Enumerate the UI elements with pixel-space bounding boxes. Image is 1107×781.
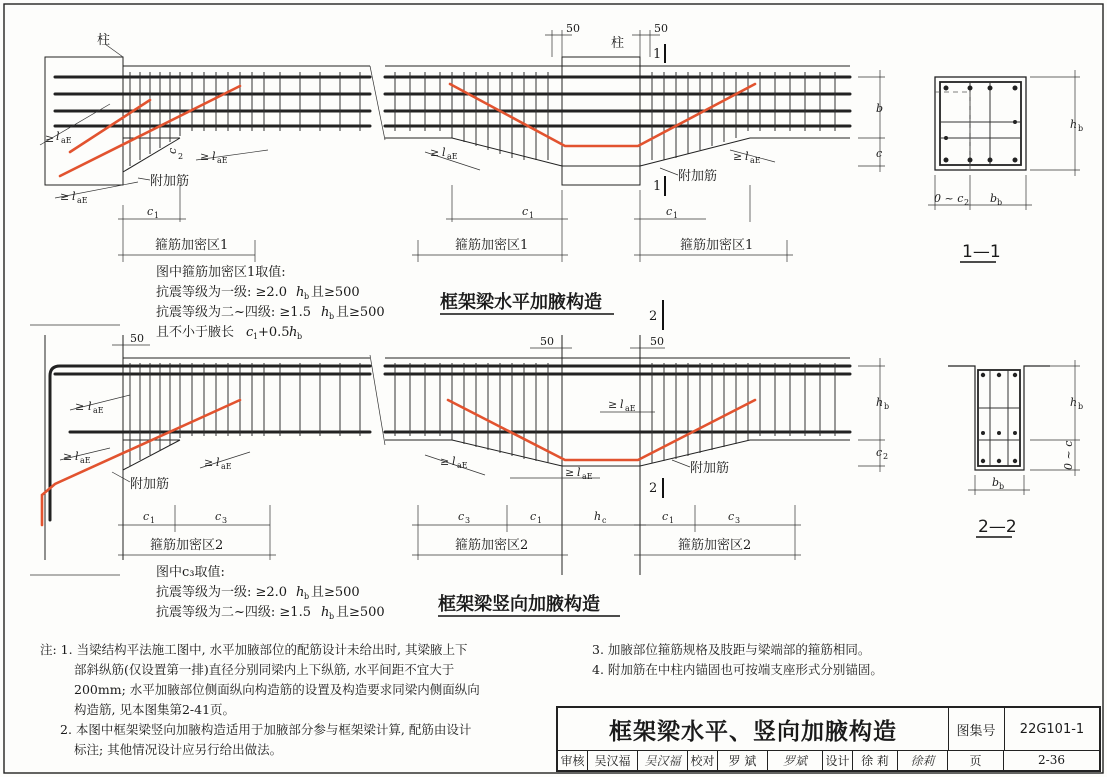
svg-text:b: b [876,102,884,115]
svg-text:50: 50 [540,335,554,348]
svg-text:抗震等级为一级: ≥2.0: 抗震等级为一级: ≥2.0 [156,285,288,300]
svg-text:0 ~ c: 0 ~ c [1062,440,1075,470]
svg-text:抗震等级为一级: ≥2.0: 抗震等级为一级: ≥2.0 [156,585,288,600]
top-legend [156,264,385,341]
svg-text:c: c [143,510,150,523]
added-bar-label-bottom-left: 附加筋 [130,477,170,492]
added-bar-label-bottom-right: 附加筋 [690,461,730,476]
svg-text:l: l [72,190,76,203]
section-mark-2-bottom: 2 [649,481,658,496]
svg-text:0 ~ c: 0 ~ c [934,192,964,205]
note-1-line-1: 注: 1. 当梁结构平法施工图中, 水平加腋部位的配筋设计未给出时, 其梁腋上下 [40,642,468,657]
svg-text:c: c [602,516,607,525]
svg-text:l: l [216,456,220,469]
svg-text:+0.5: +0.5 [258,325,290,340]
svg-text:c: c [458,510,465,523]
svg-text:且不小于腋长: 且不小于腋长 [156,325,235,340]
svg-text:≥: ≥ [75,400,85,413]
signature-row [558,750,1099,770]
svg-text:h: h [321,305,330,320]
horizontal-haunch-title: 框架梁水平加腋构造 [440,292,602,313]
svg-text:c: c [215,510,222,523]
svg-text:且≥500: 且≥500 [311,585,360,600]
svg-text:b: b [304,292,310,301]
svg-text:aE: aE [80,456,91,465]
column-label-middle: 柱 [611,36,625,51]
svg-text:l: l [75,450,79,463]
svg-text:2: 2 [964,198,970,207]
svg-text:抗震等级为二~四级: ≥1.5: 抗震等级为二~四级: ≥1.5 [156,605,311,620]
section-mark-1-bottom: 1 [653,179,662,194]
section-2-2 [948,360,1083,537]
svg-text:b: b [1078,402,1084,411]
svg-text:≥: ≥ [430,146,440,159]
svg-text:b: b [999,482,1005,491]
svg-text:h: h [296,285,305,300]
svg-text:3: 3 [222,516,228,525]
section-mark-2-top: 2 [649,309,658,324]
svg-text:b: b [329,312,335,321]
svg-text:l: l [577,466,581,479]
notes-left [40,640,550,760]
notes-right [592,640,1092,680]
svg-text:≥: ≥ [440,455,450,468]
svg-text:1: 1 [150,516,156,525]
svg-text:b: b [884,402,890,411]
svg-text:l: l [442,146,446,159]
section-1-1-label: 1—1 [962,242,1001,262]
svg-text:h: h [289,325,298,340]
dense-zone-2-middle: 箍筋加密区2 [455,538,529,553]
svg-text:且≥500: 且≥500 [336,305,385,320]
svg-text:≥: ≥ [45,132,55,145]
dense-zone-1-right: 箍筋加密区1 [680,238,754,253]
svg-text:c: c [246,325,254,340]
top-stirrups [130,72,835,166]
added-bar-label-right: 附加筋 [678,169,718,184]
svg-text:b: b [990,192,998,205]
design-signature: 徐莉 [898,750,948,770]
svg-text:b: b [992,476,1000,489]
svg-text:l: l [452,455,456,468]
svg-text:c: c [876,446,883,459]
svg-text:c: c [166,147,179,154]
svg-text:≥: ≥ [60,190,70,203]
svg-text:aE: aE [61,136,72,145]
note-1-line-2: 部斜纵筋(仅设置第一排)直径分别同梁内上下纵筋, 水平间距不宜大于 [74,662,455,677]
svg-text:c: c [662,510,669,523]
bottom-top-bar-left [50,366,370,520]
svg-text:≥: ≥ [733,150,743,163]
svg-text:c: c [522,205,529,218]
svg-text:≥: ≥ [608,398,618,411]
svg-text:3: 3 [465,516,471,525]
column-label-left: 柱 [97,33,111,48]
svg-text:aE: aE [750,156,761,165]
atlas-number: 22G101-1 [1005,708,1099,751]
review-label: 审核 [558,750,588,770]
svg-text:l: l [212,150,216,163]
svg-text:b: b [997,198,1003,207]
vertical-haunch-drawing [30,300,889,621]
svg-text:2: 2 [883,452,889,461]
svg-text:1: 1 [253,332,259,341]
check-signature: 罗斌 [768,750,823,770]
check-name: 罗 斌 [718,750,768,770]
svg-text:c: c [530,510,537,523]
svg-text:aE: aE [221,462,232,471]
svg-text:aE: aE [77,196,88,205]
vertical-haunch-title: 框架梁竖向加腋构造 [438,594,600,615]
check-label: 校对 [688,750,718,770]
svg-text:aE: aE [625,404,636,413]
svg-text:b: b [329,612,335,621]
svg-text:图中c₃取值:: 图中c₃取值: [156,565,225,580]
svg-text:≥: ≥ [63,450,73,463]
svg-text:≥: ≥ [204,456,214,469]
section-2-2-label: 2—2 [978,517,1017,537]
svg-text:1: 1 [669,516,675,525]
svg-text:b: b [297,332,303,341]
note-4: 4. 附加筋在中柱内锚固也可按端支座形式分别锚固。 [592,662,883,677]
page-label: 页 [948,750,1004,770]
svg-text:1: 1 [537,516,543,525]
note-1-line-4: 构造筋, 见本图集第2-41页。 [74,702,236,717]
svg-text:3: 3 [735,516,741,525]
added-bar-label-left: 附加筋 [150,174,190,189]
note-3: 3. 加腋部位箍筋规格及肢距与梁端部的箍筋相同。 [592,642,871,657]
note-1-line-3: 200mm; 水平加腋部位侧面纵向构造筋的设置及构造要求同梁内侧面纵向 [74,682,480,697]
svg-text:aE: aE [582,472,593,481]
svg-text:c: c [147,205,154,218]
svg-text:c: c [666,205,673,218]
svg-text:1: 1 [529,211,535,220]
svg-text:c: c [728,510,735,523]
svg-text:且≥500: 且≥500 [336,605,385,620]
svg-text:aE: aE [217,156,228,165]
svg-text:1: 1 [673,211,679,220]
dense-zone-2-right: 箍筋加密区2 [678,538,752,553]
bottom-legend [156,564,385,621]
svg-text:h: h [296,585,305,600]
svg-text:h: h [1070,118,1078,131]
svg-text:l: l [88,400,92,413]
review-name: 吴汉福 [588,750,638,770]
svg-text:h: h [321,605,330,620]
svg-text:50: 50 [130,332,144,345]
svg-text:l: l [56,130,60,143]
svg-text:h: h [1070,396,1078,409]
design-label: 设计 [823,750,853,770]
svg-text:h: h [876,396,884,409]
horizontal-haunch-drawing [40,22,885,341]
svg-text:b: b [304,592,310,601]
svg-text:aE: aE [457,461,468,470]
svg-text:50: 50 [654,22,668,35]
bottom-haunch-bars [42,400,755,525]
svg-text:图中箍筋加密区1取值:: 图中箍筋加密区1取值: [156,265,286,280]
review-signature: 吴汉福 [638,750,688,770]
note-2-line-2: 标注; 其他情况设计应另行给出做法。 [74,742,283,757]
svg-text:l: l [745,150,749,163]
svg-text:50: 50 [650,335,664,348]
svg-text:≥: ≥ [565,466,575,479]
atlas-number-label: 图集号 [948,708,1005,751]
svg-text:且≥500: 且≥500 [311,285,360,300]
dense-zone-2-left: 箍筋加密区2 [150,538,224,553]
svg-text:aE: aE [93,406,104,415]
dense-zone-1-middle: 箍筋加密区1 [455,238,529,253]
svg-text:h: h [594,510,602,523]
svg-text:aE: aE [447,152,458,161]
svg-text:50: 50 [566,22,580,35]
svg-text:≥: ≥ [200,150,210,163]
note-2-line-1: 2. 本图中框架梁竖向加腋构造适用于加腋部分参与框架梁计算, 配筋由设计 [60,722,472,737]
svg-text:l: l [620,398,624,411]
title-block [556,706,1101,772]
svg-text:c: c [876,147,883,160]
title-block-title: 框架梁水平、竖向加腋构造 [558,708,949,751]
design-name: 徐 莉 [853,750,898,770]
svg-text:b: b [1078,124,1084,133]
section-mark-1-top: 1 [653,47,662,62]
section-1-1 [928,70,1083,262]
svg-text:1: 1 [154,211,160,220]
svg-text:抗震等级为二~四级: ≥1.5: 抗震等级为二~四级: ≥1.5 [156,305,311,320]
top-haunch-bars [60,84,755,176]
dense-zone-1-left: 箍筋加密区1 [155,238,229,253]
page-number: 2-36 [1038,753,1065,767]
svg-text:2: 2 [178,152,184,161]
